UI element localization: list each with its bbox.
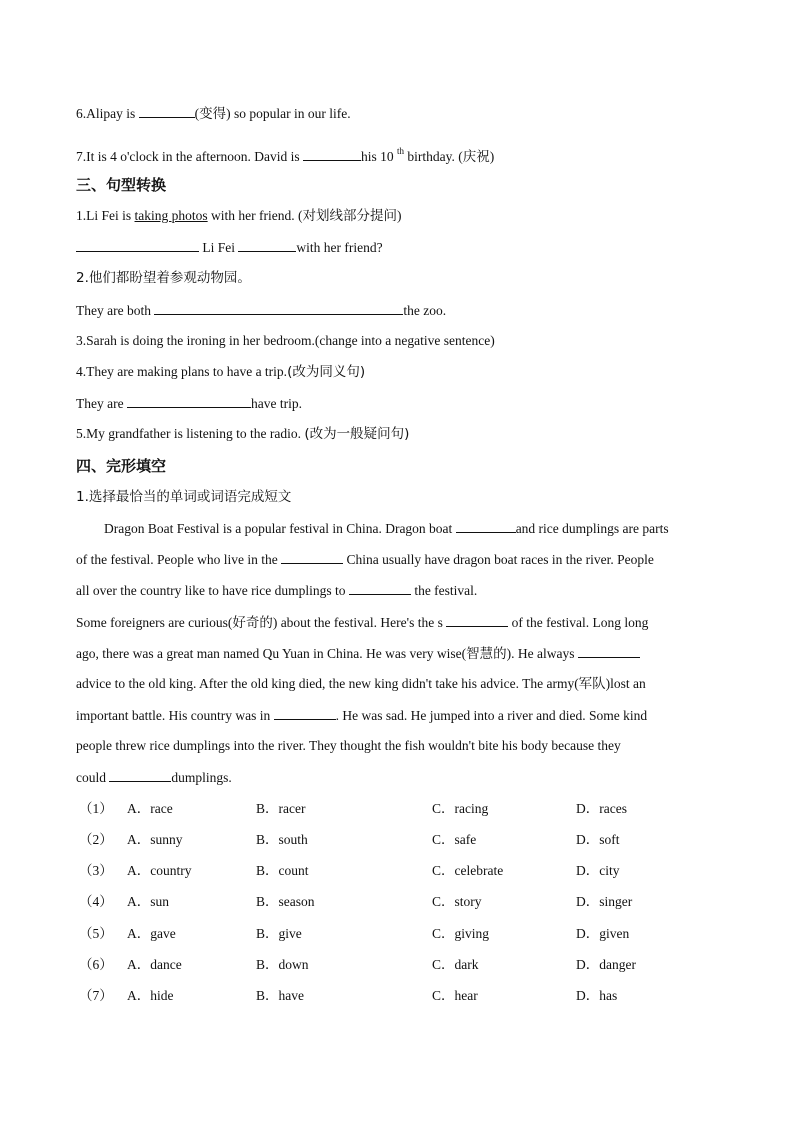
- cloze-blank-2: [281, 549, 343, 564]
- option-b[interactable]: B．have: [256, 988, 304, 1003]
- option-b[interactable]: B．racer: [256, 801, 306, 816]
- option-row: [76, 799, 696, 819]
- s3q1-text-pre: 1.Li Fei is: [76, 208, 135, 223]
- option-a[interactable]: A．country: [127, 863, 192, 878]
- option-d[interactable]: D．danger: [576, 957, 636, 972]
- option-d[interactable]: D．soft: [576, 832, 620, 847]
- option-a[interactable]: A．hide: [127, 988, 174, 1003]
- passage-l5-a: ago, there was a great man named Qu Yuan in China. He was very wise(智慧的). He always: [76, 646, 578, 661]
- option-c[interactable]: C．dark: [432, 957, 479, 972]
- option-number: （4）: [79, 894, 113, 909]
- passage-l7-b: . He was sad. He jumped into a river and died. Some kind: [335, 708, 648, 723]
- cloze-blank-1: [456, 518, 516, 533]
- option-row: [76, 892, 696, 912]
- s3q1-underlined-phrase: taking photos: [134, 208, 208, 223]
- option-a[interactable]: A．sunny: [127, 832, 183, 847]
- option-c[interactable]: C．story: [432, 894, 482, 909]
- passage-l3-a: all over the country like to have rice dumplings to: [76, 583, 349, 598]
- cloze-blank-4: [446, 612, 508, 627]
- s4-instruction: 1.选择最恰当的单词或词语完成短文: [76, 489, 292, 505]
- s3q2-answer-post: the zoo.: [403, 303, 447, 318]
- q6-blank: [139, 103, 195, 118]
- option-row: [76, 861, 696, 881]
- s3q5-instruction-cn: (改为一般疑问句): [304, 426, 410, 442]
- q7-text-pre: 7.It is 4 o'clock in the afternoon. David is: [76, 149, 304, 164]
- option-a[interactable]: A．sun: [127, 894, 170, 909]
- passage-l9-b: dumplings.: [171, 770, 232, 785]
- q7-superscript: th: [397, 146, 405, 156]
- q6-text-post: (变得) so popular in our life.: [194, 106, 351, 121]
- s3q4-text-pre: 4.They are making plans to have a trip.: [76, 364, 288, 379]
- s3q1-answer-mid: Li Fei: [199, 240, 239, 255]
- option-number: （6）: [79, 957, 113, 972]
- s3q4-answer-pre: They are: [76, 396, 127, 411]
- passage-line-9: [76, 767, 232, 788]
- cloze-blank-5: [578, 643, 640, 658]
- s3-question-4: [76, 362, 365, 382]
- s3q1-answer-post: with her friend?: [296, 240, 383, 255]
- passage-line-3: [76, 580, 477, 601]
- passage-line-6: [76, 674, 646, 694]
- s3q2-answer-pre: They are both: [76, 303, 155, 318]
- option-b[interactable]: B．give: [256, 926, 302, 941]
- option-number: （3）: [79, 863, 113, 878]
- question-6: [76, 103, 351, 124]
- option-row: [76, 955, 696, 975]
- option-d[interactable]: D．singer: [576, 894, 633, 909]
- q7-text-mid: his 10: [361, 149, 398, 164]
- q7-text-post: birthday. (庆祝): [404, 149, 495, 164]
- s3-question-1: [76, 206, 401, 226]
- option-a[interactable]: A．race: [127, 801, 173, 816]
- option-row: [76, 924, 696, 944]
- cloze-blank-6: [274, 705, 336, 720]
- option-c[interactable]: C．celebrate: [432, 863, 504, 878]
- s3q4-blank: [127, 393, 251, 408]
- option-number: （2）: [79, 832, 113, 847]
- option-c[interactable]: C．giving: [432, 926, 490, 941]
- question-7: [76, 141, 494, 167]
- option-row: [76, 986, 696, 1006]
- s3q2-blank: [154, 300, 403, 315]
- q6-text-pre: 6.Alipay is: [76, 106, 139, 121]
- passage-l4-a: Some foreigners are curious(好奇的) about the festival. Here's the s: [76, 615, 447, 630]
- passage-line-4: [76, 612, 648, 633]
- passage-l4-b: of the festival. Long long: [508, 615, 649, 630]
- s3q1-blank-1: [76, 237, 199, 252]
- passage-l2-a: of the festival. People who live in the: [76, 552, 282, 567]
- passage-l1-b: and rice dumplings are parts: [515, 521, 669, 536]
- s3q4-answer-post: have trip.: [250, 396, 302, 411]
- passage-line-5: [76, 643, 640, 664]
- option-c[interactable]: C．racing: [432, 801, 489, 816]
- passage-l6-a: advice to the old king. After the old king died, the new king didn't take his advice. The army(军队)lost an: [76, 676, 646, 691]
- s3q5-text-pre: 5.My grandfather is listening to the radio.: [76, 426, 305, 441]
- s3-question-5: [76, 424, 409, 444]
- s3-question-3: 3.Sarah is doing the ironing in her bedroom.(change into a negative sentence): [76, 333, 495, 348]
- s3-question-4-answer: [76, 393, 302, 414]
- option-row: [76, 830, 696, 850]
- option-b[interactable]: B．season: [256, 894, 315, 909]
- cloze-blank-3: [349, 580, 411, 595]
- option-a[interactable]: A．gave: [127, 926, 176, 941]
- s3q4-instruction-cn: (改为同义句): [287, 364, 366, 380]
- passage-line-1: [104, 518, 669, 539]
- s3q1-text-post: with her friend. (对划线部分提问): [207, 208, 402, 223]
- section-4-heading: 四、完形填空: [76, 457, 167, 475]
- option-b[interactable]: B．south: [256, 832, 308, 847]
- option-a[interactable]: A．dance: [127, 957, 182, 972]
- passage-l7-a: important battle. His country was in: [76, 708, 274, 723]
- passage-l8-a: people threw rice dumplings into the river. They thought the fish wouldn't bite his body because they: [76, 738, 621, 753]
- passage-line-8: [76, 736, 621, 756]
- passage-l9-a: could: [76, 770, 110, 785]
- option-b[interactable]: B．down: [256, 957, 309, 972]
- passage-line-2: [76, 549, 654, 570]
- option-d[interactable]: D．has: [576, 988, 618, 1003]
- passage-line-7: [76, 705, 647, 726]
- q7-blank: [303, 146, 361, 161]
- cloze-blank-7: [109, 767, 171, 782]
- option-d[interactable]: D．city: [576, 863, 620, 878]
- passage-l3-b: the festival.: [410, 583, 478, 598]
- option-d[interactable]: D．races: [576, 801, 627, 816]
- s3-question-1-answer: [76, 237, 383, 258]
- option-d[interactable]: D．given: [576, 926, 630, 941]
- passage-l2-b: China usually have dragon boat races in the river. People: [343, 552, 654, 567]
- s3q1-blank-2: [238, 237, 296, 252]
- option-number: （5）: [79, 926, 113, 941]
- option-number: （1）: [79, 801, 113, 816]
- option-number: （7）: [79, 988, 113, 1003]
- passage-l1-a: Dragon Boat Festival is a popular festival in China. Dragon boat: [104, 521, 456, 536]
- option-b[interactable]: B．count: [256, 863, 309, 878]
- option-c[interactable]: C．safe: [432, 832, 477, 847]
- section-3-heading: 三、句型转换: [76, 176, 167, 194]
- s3-question-2-answer: [76, 300, 446, 321]
- option-c[interactable]: C．hear: [432, 988, 478, 1003]
- s3-question-2-prompt: 2.他们都盼望着参观动物园。: [76, 270, 251, 286]
